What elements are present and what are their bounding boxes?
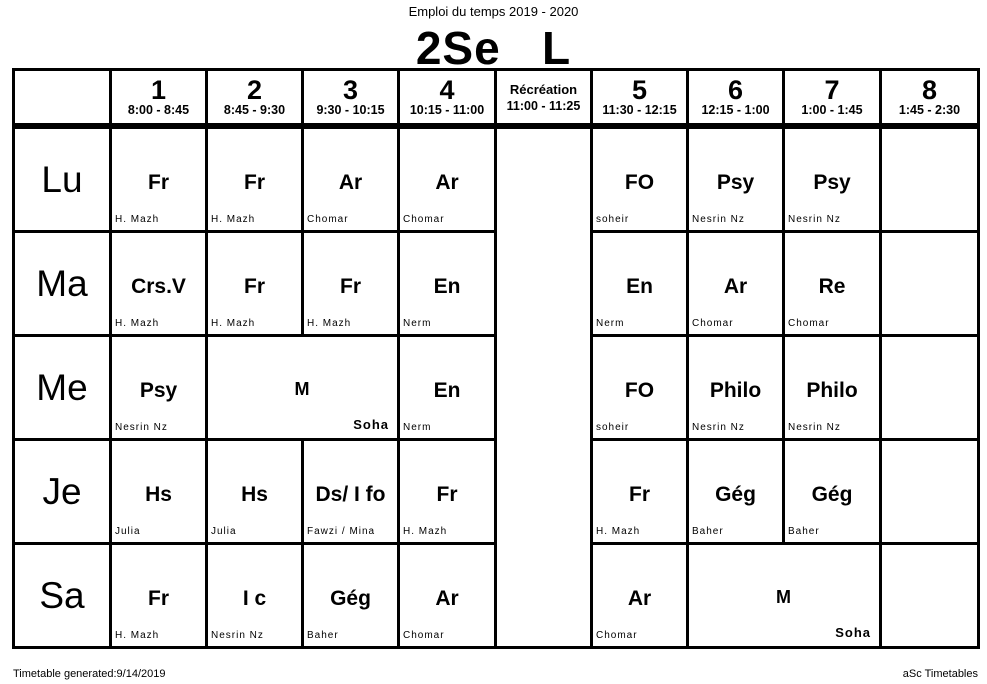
break-header: Récréation 11:00 - 11:25 (496, 70, 592, 127)
lesson-cell-double[interactable]: M Soha (207, 336, 399, 440)
day-row-lu (14, 126, 979, 232)
empty-cell[interactable] (881, 440, 979, 544)
day-label: Me (14, 336, 111, 440)
empty-cell[interactable] (881, 126, 979, 232)
empty-cell[interactable] (881, 544, 979, 648)
corner-cell (14, 70, 111, 127)
period-header: 6 12:15 - 1:00 (688, 70, 784, 127)
period-header: 8 1:45 - 2:30 (881, 70, 979, 127)
generated-note: Timetable generated:9/14/2019 (13, 668, 166, 680)
period-header: 3 9:30 - 10:15 (303, 70, 399, 127)
lesson-cell[interactable]: I c Nesrin Nz (207, 544, 303, 648)
lesson-cell[interactable]: Gég Baher (784, 440, 881, 544)
lesson-cell[interactable]: Psy Nesrin Nz (111, 336, 207, 440)
lesson-cell[interactable]: Fr H. Mazh (111, 126, 207, 232)
empty-cell[interactable] (881, 336, 979, 440)
lesson-cell[interactable]: FO soheir (592, 336, 688, 440)
lesson-cell[interactable]: En Nerm (399, 336, 496, 440)
lesson-cell[interactable]: Fr H. Mazh (303, 232, 399, 336)
lesson-cell[interactable]: Psy Nesrin Nz (784, 126, 881, 232)
period-header: 4 10:15 - 11:00 (399, 70, 496, 127)
lesson-cell[interactable]: Hs Julia (111, 440, 207, 544)
lesson-cell[interactable]: Ar Chomar (688, 232, 784, 336)
lesson-cell[interactable]: Ar Chomar (399, 544, 496, 648)
lesson-cell-double[interactable]: M Soha (688, 544, 881, 648)
lesson-cell[interactable]: Fr H. Mazh (592, 440, 688, 544)
day-label: Je (14, 440, 111, 544)
lesson-cell[interactable]: Gég Baher (688, 440, 784, 544)
lesson-cell[interactable]: Fr H. Mazh (207, 232, 303, 336)
lesson-cell[interactable]: Philo Nesrin Nz (688, 336, 784, 440)
lesson-cell[interactable]: Fr H. Mazh (111, 544, 207, 648)
lesson-cell[interactable]: Ar Chomar (592, 544, 688, 648)
timetable-subtitle: Emploi du temps 2019 - 2020 (408, 4, 579, 19)
lesson-cell[interactable]: Ar Chomar (399, 126, 496, 232)
lesson-cell[interactable]: Gég Baher (303, 544, 399, 648)
lesson-cell[interactable]: Fr H. Mazh (207, 126, 303, 232)
lesson-cell[interactable]: Re Chomar (784, 232, 881, 336)
lesson-cell[interactable]: Philo Nesrin Nz (784, 336, 881, 440)
period-header: 5 11:30 - 12:15 (592, 70, 688, 127)
lesson-cell[interactable]: En Nerm (592, 232, 688, 336)
brand-note: aSc Timetables (902, 668, 978, 680)
period-header: 7 1:00 - 1:45 (784, 70, 881, 127)
period-header: 1 8:00 - 8:45 (111, 70, 207, 127)
lesson-cell[interactable]: Crs.V H. Mazh (111, 232, 207, 336)
lesson-cell[interactable]: Ar Chomar (303, 126, 399, 232)
empty-cell[interactable] (881, 232, 979, 336)
lesson-cell[interactable]: FO soheir (592, 126, 688, 232)
lesson-cell[interactable]: Fr H. Mazh (399, 440, 496, 544)
lesson-cell[interactable]: En Nerm (399, 232, 496, 336)
period-header: 2 8:45 - 9:30 (207, 70, 303, 127)
period-header-row (14, 70, 979, 127)
lesson-cell[interactable]: Psy Nesrin Nz (688, 126, 784, 232)
class-name-title: 2Se L (415, 22, 572, 74)
day-label: Ma (14, 232, 111, 336)
day-label: Lu (14, 126, 111, 232)
lesson-cell[interactable]: Ds/ I fo Fawzi / Mina (303, 440, 399, 544)
lesson-cell[interactable]: Hs Julia (207, 440, 303, 544)
break-column (496, 126, 592, 648)
timetable-grid (12, 68, 980, 649)
day-label: Sa (14, 544, 111, 648)
